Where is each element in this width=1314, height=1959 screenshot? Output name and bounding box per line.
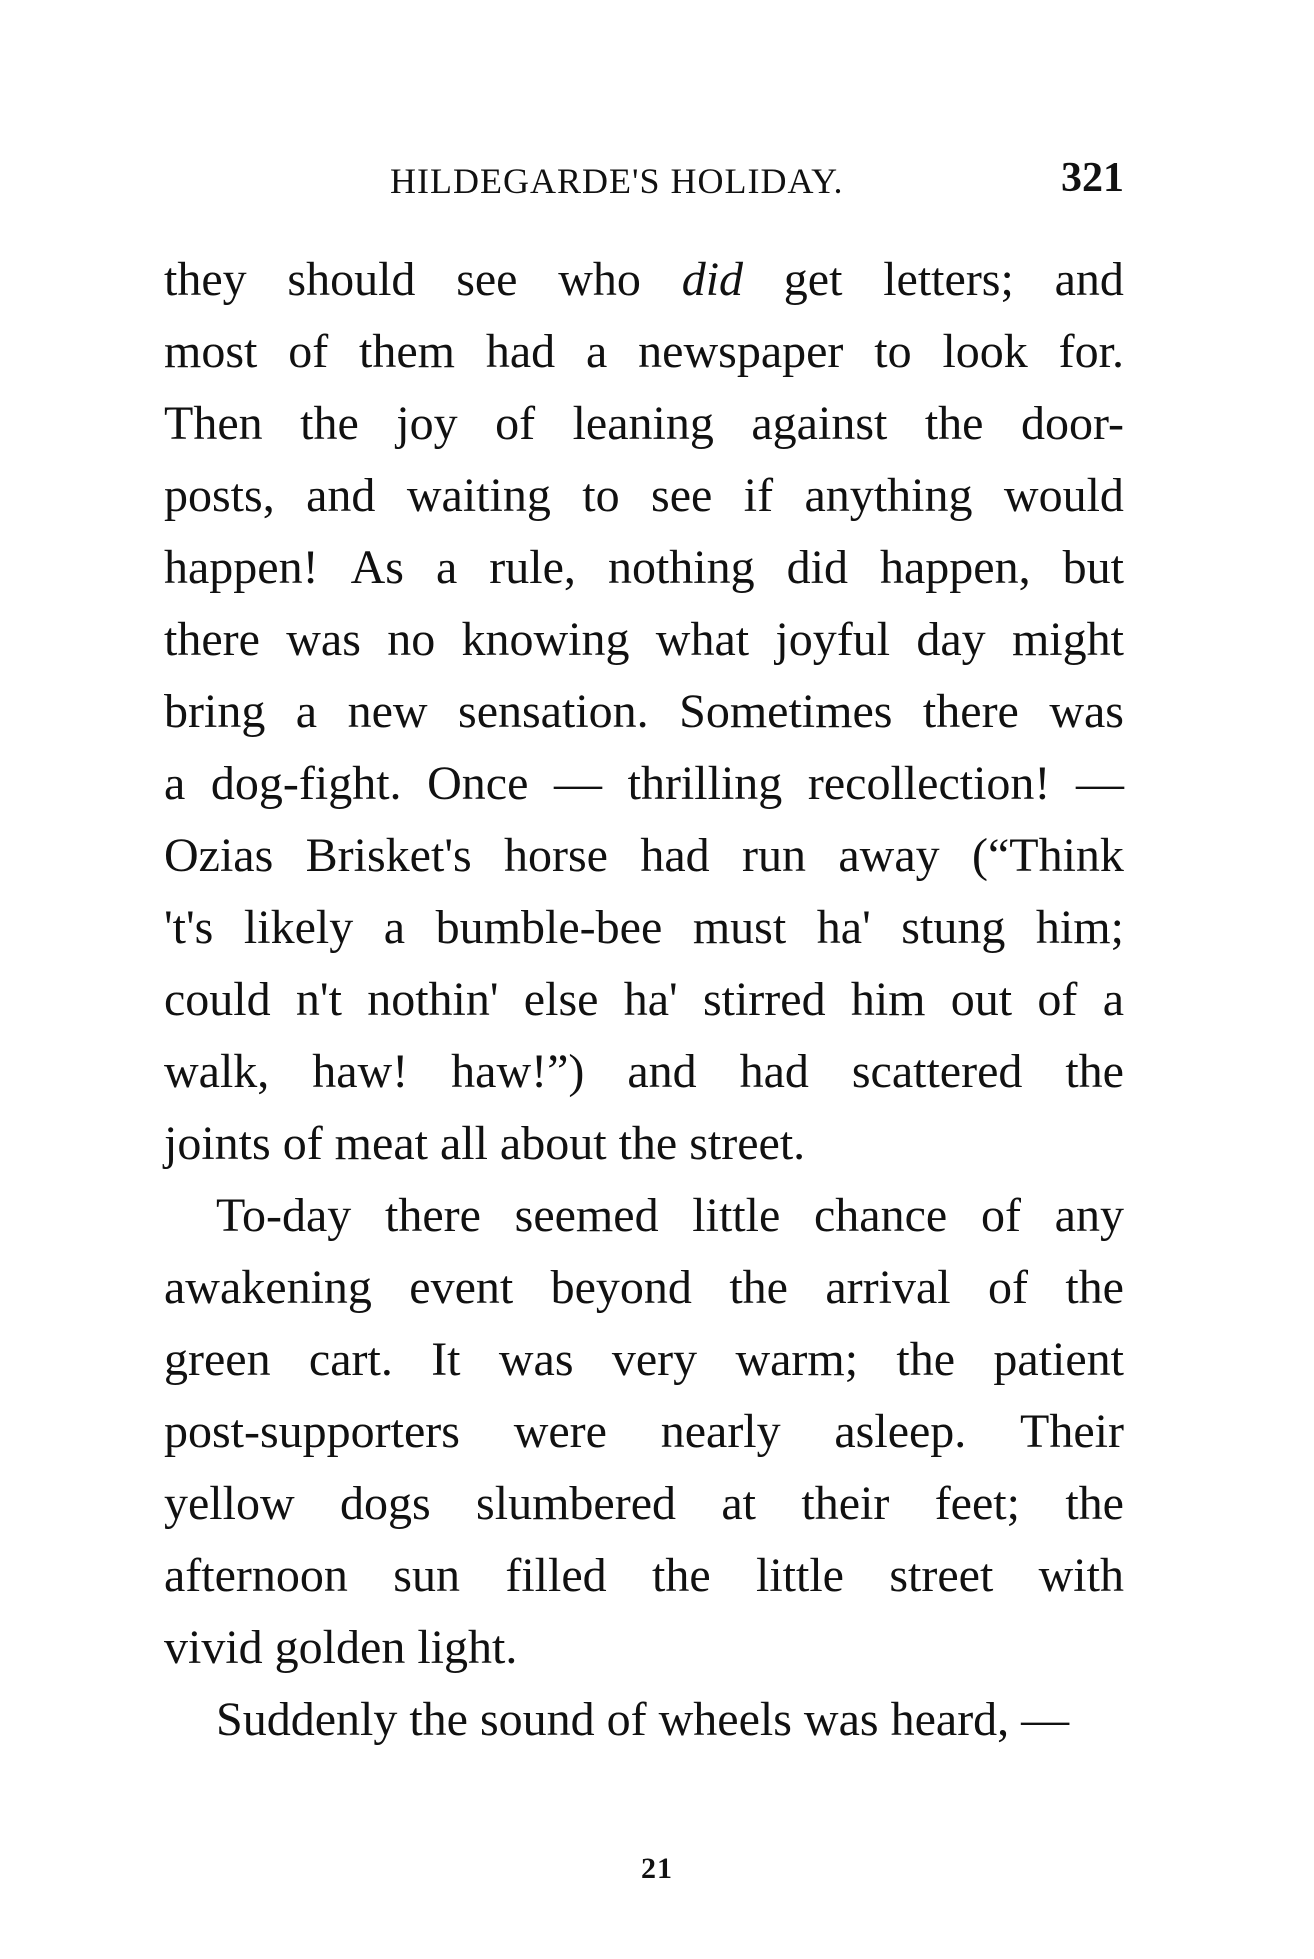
text-line: most of them had a newspaper to look for. xyxy=(164,325,1124,378)
text-line: posts, and waiting to see if anything would xyxy=(164,469,1124,522)
body-text xyxy=(164,244,1124,1756)
text-line: 't's likely a bumble-bee must ha' stung him; xyxy=(164,901,1124,954)
text-line: vivid golden light. xyxy=(164,1621,518,1674)
text-line: post-supporters were nearly asleep. Their xyxy=(164,1405,1124,1458)
text-line: they should see who did get letters; and xyxy=(164,253,1124,306)
text-line: Ozias Brisket's horse had run away (“Think xyxy=(164,829,1124,882)
text-line: walk, haw! haw!”) and had scattered the xyxy=(164,1045,1124,1098)
text-line: Then the joy of leaning against the door- xyxy=(164,397,1124,450)
text-line: afternoon sun filled the little street with xyxy=(164,1549,1124,1602)
text-line: bring a new sensation. Sometimes there was xyxy=(164,685,1124,738)
text-line: a dog-fight. Once — thrilling recollection! — xyxy=(164,757,1124,810)
running-head xyxy=(164,155,1124,210)
text-line: could n't nothin' else ha' stirred him out of a xyxy=(164,973,1124,1026)
paragraph xyxy=(164,1180,1124,1684)
running-title: HILDEGARDE'S HOLIDAY. xyxy=(390,161,844,201)
text-line: yellow dogs slumbered at their feet; the xyxy=(164,1477,1124,1530)
text-line: Suddenly the sound of wheels was heard, — xyxy=(216,1693,1070,1746)
text-line: joints of meat all about the street. xyxy=(164,1117,806,1170)
text-line: awakening event beyond the arrival of the xyxy=(164,1261,1124,1314)
text-line: To-day there seemed little chance of any xyxy=(216,1189,1124,1242)
text-line: green cart. It was very warm; the patient xyxy=(164,1333,1124,1386)
page-number: 321 xyxy=(1061,155,1124,201)
text-line: happen! As a rule, nothing did happen, but xyxy=(164,541,1124,594)
text-line: there was no knowing what joyful day might xyxy=(164,613,1124,666)
paragraph xyxy=(164,244,1124,1180)
paragraph xyxy=(164,1684,1124,1756)
signature-mark: 21 xyxy=(641,1852,673,1885)
